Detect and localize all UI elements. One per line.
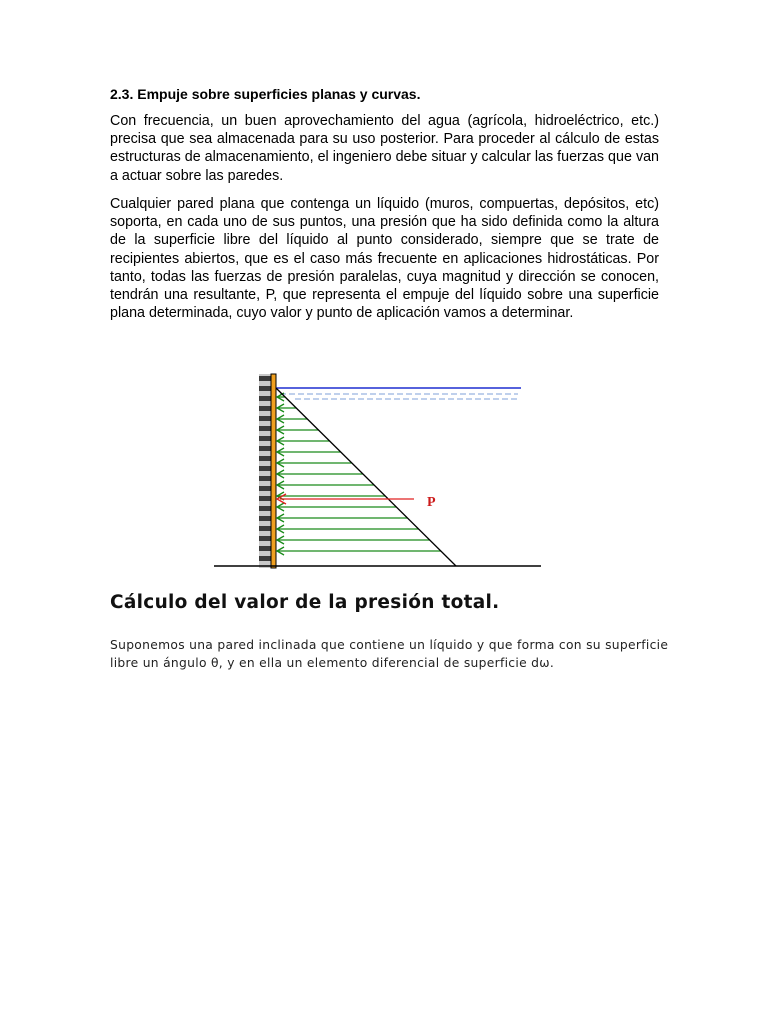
- pressure-arrow: [277, 415, 307, 423]
- wall-face: [271, 374, 276, 568]
- wall-hatch: [259, 406, 271, 411]
- pressure-arrow: [277, 536, 430, 544]
- wall-hatch: [259, 456, 271, 461]
- resultant-label: P: [427, 495, 436, 510]
- pressure-arrow: [277, 481, 374, 489]
- wall-hatch: [259, 516, 271, 521]
- subsection-text: Suponemos una pared inclinada que contiene un líquido y que forma con su superficie libre un ángulo θ, y en ella un elemento diferencial de superficie dω.: [110, 638, 669, 670]
- pressure-arrow: [277, 426, 319, 434]
- section-title: 2.3. Empuje sobre superficies planas y curvas.: [110, 86, 421, 102]
- wall-hatch: [259, 386, 271, 391]
- wall-hatch: [259, 396, 271, 401]
- wall-hatch: [259, 486, 271, 491]
- paragraph-pressure: Cualquier pared plana que contenga un líquido (muros, compuertas, depósitos, etc) soporta, en cada uno de sus puntos, una presión que ha sido definida como la altura de la superficie libre del líquido al punto considerado, siempre que se trate de recipientes abiertos, que es el caso más frecuente en aplicaciones hidrostáticas. Por tanto, todas las fuerzas de presión paralelas, cuya magnitud y dirección se conocen, tendrán una resultante, P, que representa el empuje del líquido sobre una superficie plana determinada, cuyo valor y punto de aplicación vamos a determinar.: [110, 196, 659, 322]
- wall-hatch: [259, 436, 271, 441]
- pressure-arrow: [277, 503, 396, 511]
- wall-hatch: [259, 446, 271, 451]
- subsection-heading: Cálculo del valor de la presión total.: [110, 592, 500, 613]
- wall-hatch: [259, 376, 271, 381]
- wall-hatch: [259, 476, 271, 481]
- paragraph-storage: Con frecuencia, un buen aprovechamiento del agua (agrícola, hidroeléctrico, etc.) precisa que sea almacenada para su uso posterior. Para proceder al cálculo de estas estructuras de almacenamiento, el ingeniero debe situar y calcular las fuerzas que van a actuar sobre las paredes.: [110, 113, 659, 184]
- pressure-arrow: [277, 547, 441, 555]
- wall-hatch: [259, 556, 271, 561]
- pressure-arrow: [277, 448, 341, 456]
- pressure-arrow: [277, 525, 419, 533]
- wall-hatch: [259, 466, 271, 471]
- hydrostatic-pressure-diagram: [210, 368, 550, 573]
- wall-hatch: [259, 426, 271, 431]
- wall-hatch: [259, 546, 271, 551]
- pressure-arrow: [277, 459, 352, 467]
- wall-hatch: [259, 416, 271, 421]
- pressure-arrows: [277, 393, 441, 555]
- pressure-arrow: [277, 470, 363, 478]
- pressure-arrow: [277, 437, 330, 445]
- wall-texture: [259, 374, 271, 568]
- pressure-distribution-line: [276, 388, 456, 566]
- wall-hatch: [259, 526, 271, 531]
- wall-hatch: [259, 536, 271, 541]
- pressure-arrow: [277, 514, 408, 522]
- wall-hatch: [259, 506, 271, 511]
- wall-hatch: [259, 496, 271, 501]
